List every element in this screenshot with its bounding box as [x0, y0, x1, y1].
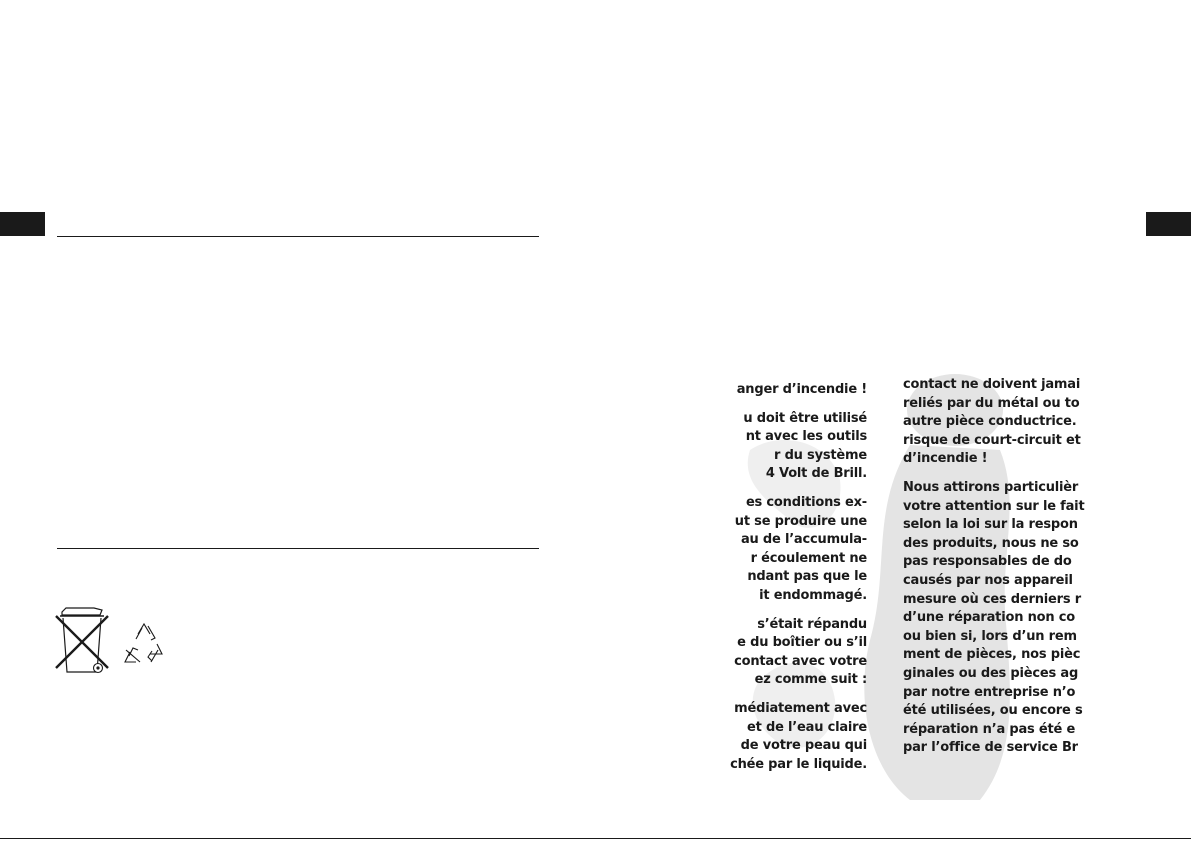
text-line: médiatement avec [734, 700, 867, 716]
text-line: au de l’accumula- [740, 532, 867, 548]
paragraph [730, 700, 867, 774]
text-line: risque de court-circuit et [903, 432, 1081, 448]
text-line: ez comme suit : [754, 672, 867, 688]
paragraph-gap [903, 469, 1084, 479]
text-line: contact ne doivent jamai [903, 377, 1081, 392]
text-line: it endommagé. [759, 587, 867, 603]
section-tab [0, 212, 45, 236]
paragraph [730, 381, 867, 400]
paragraph-gap [730, 606, 867, 616]
text-line: été utilisées, ou encore s [903, 703, 1083, 719]
text-line: es conditions ex- [745, 494, 867, 510]
disposal-icons [52, 606, 168, 678]
text-column-left [730, 381, 867, 774]
text-line: réparation n’a pas été e [903, 721, 1076, 737]
paragraph-gap [730, 400, 867, 410]
left-page [0, 0, 595, 841]
paragraph-gap [730, 690, 867, 700]
text-line: pas responsables de do [903, 554, 1072, 570]
paragraph [730, 494, 867, 606]
text-line: ou bien si, lors d’un rem [903, 628, 1077, 644]
right-page [595, 0, 1191, 841]
text-line: r du système [774, 447, 867, 463]
text-line: d’incendie ! [903, 451, 988, 467]
paragraph-gap [730, 484, 867, 494]
text-line: chée par le liquide. [730, 756, 867, 772]
text-line: par notre entreprise n’o [903, 684, 1076, 700]
paragraph [903, 376, 1084, 469]
text-line: votre attention sur le fait [903, 498, 1085, 514]
paragraph [903, 479, 1084, 758]
text-line: de votre peau qui [740, 738, 867, 754]
text-line: ut se produire une [734, 513, 867, 529]
text-line: anger d’incendie ! [736, 382, 867, 397]
text-line: et de l’eau claire [747, 719, 867, 735]
section-tab [1146, 212, 1191, 236]
text-line: reliés par du métal ou to [903, 395, 1080, 411]
text-line: selon la loi sur la respon [903, 517, 1078, 533]
text-line: s’était répandu [757, 616, 867, 632]
text-line: ginales ou des pièces ag [903, 665, 1079, 681]
text-line: des produits, nous ne so [903, 535, 1079, 551]
page-bottom-edge [595, 838, 1191, 839]
text-line: nt avec les outils [745, 429, 867, 445]
text-column-right [903, 376, 1084, 758]
text-line: Nous attirons particulièr [903, 479, 1079, 495]
text-line: autre pièce conductrice. [903, 414, 1077, 430]
text-line: e du boîtier ou s’il [737, 635, 867, 651]
text-line: r écoulement ne [750, 550, 867, 566]
text-line: ndant pas que le [747, 569, 867, 585]
recycling-arrows-icon [125, 624, 162, 662]
text-line: mesure où ces derniers r [903, 591, 1081, 607]
paragraph [730, 410, 867, 484]
top-rule [57, 236, 539, 237]
text-line: u doit être utilisé [743, 410, 867, 426]
paragraph [730, 616, 867, 690]
text-line: d’une réparation non co [903, 610, 1075, 626]
text-line: contact avec votre [734, 653, 867, 669]
text-line: 4 Volt de Brill. [765, 466, 867, 482]
text-line: ment de pièces, nos pièc [903, 647, 1081, 663]
bottom-rule [57, 548, 539, 549]
text-line: causés par nos appareil [903, 572, 1073, 588]
text-line: par l’office de service Br [903, 740, 1078, 756]
page-bottom-edge [0, 838, 595, 839]
crossed-out-wheeled-bin-icon [56, 608, 108, 673]
